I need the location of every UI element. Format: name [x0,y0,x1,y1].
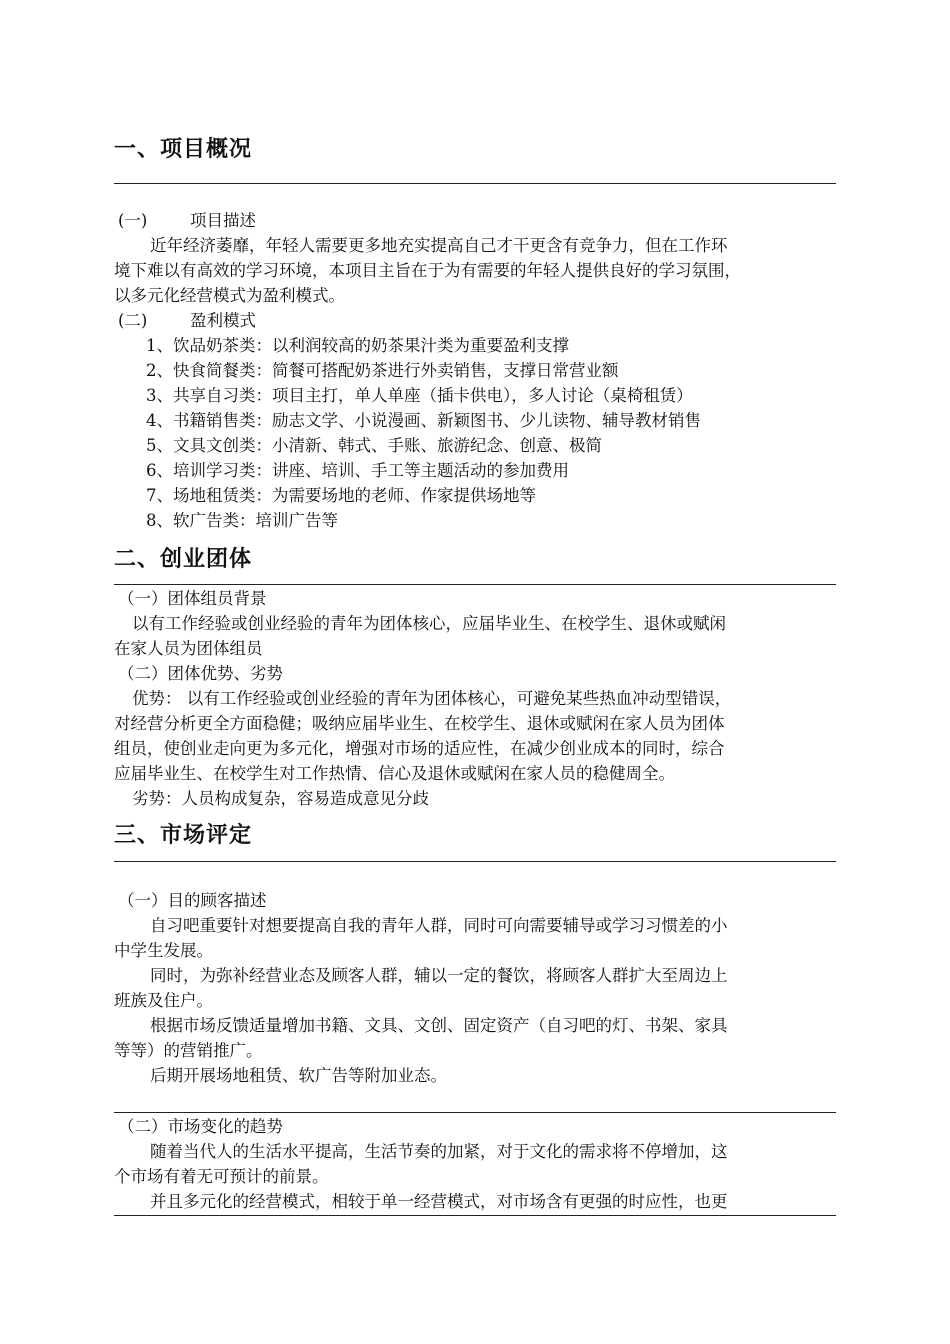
subsection-label: （一）目的顾客描述 [118,891,267,910]
paragraph-line: 以有工作经验或创业经验的青年为团体核心，应届毕业生、在校学生、退休或赋闲 [132,614,726,633]
list-item: 6、培训学习类：讲座、培训、手工等主题活动的参加费用 [146,461,569,480]
subsection-label: （二）市场变化的趋势 [118,1117,283,1136]
subsection-label: （一）团体组员背景 [118,589,267,608]
paragraph-line: 等等）的营销推广。 [114,1041,263,1060]
paragraph-line: 组员，使创业走向更为多元化，增强对市场的适应性，在减少创业成本的同时，综合 [114,739,725,758]
section-divider [114,1215,836,1216]
paragraph-line: 近年经济萎靡，年轻人需要更多地充实提高自己才干更含有竞争力，但在工作环 [150,236,728,255]
paragraph-line: 个市场有着无可预计的前景。 [114,1167,329,1186]
list-item: 8、软广告类：培训广告等 [146,511,338,530]
list-item: 7、场地租赁类：为需要场地的老师、作家提供场地等 [146,486,536,505]
section-divider [114,183,836,184]
subsection-title: 项目描述 [190,211,256,230]
section-heading-team: 二、创业团体 [114,547,253,572]
paragraph-line: 中学生发展。 [114,941,213,960]
paragraph-line: 并且多元化的经营模式，相较于单一经营模式，对市场含有更强的时应性，也更 [150,1192,728,1211]
subsection-title: 盈利模式 [190,311,256,330]
paragraph-line: 后期开展场地租赁、软广告等附加业态。 [150,1066,447,1085]
section-heading-market: 三、市场评定 [114,823,253,848]
list-item: 1、饮品奶茶类：以利润较高的奶茶果汁类为重要盈利支撑 [146,336,569,355]
paragraph-line: 境下难以有高效的学习环境，本项目主旨在于为有需要的年轻人提供良好的学习氛围， [114,261,741,280]
paragraph-line: 在家人员为团体组员 [114,639,263,658]
paragraph-line: 根据市场反馈适量增加书籍、文具、文创、固定资产（自习吧的灯、书架、家具 [150,1016,728,1035]
section-divider [114,861,836,862]
list-item: 5、文具文创类：小清新、韩式、手账、旅游纪念、创意、极简 [146,436,602,455]
list-item: 4、书籍销售类：励志文学、小说漫画、新颖图书、少儿读物、辅导教材销售 [146,411,701,430]
list-item: 2、快食简餐类：简餐可搭配奶茶进行外卖销售，支撑日常营业额 [146,361,619,380]
paragraph-line: 对经营分析更全方面稳健；吸纳应届毕业生、在校学生、退休或赋闲在家人员为团体 [114,714,725,733]
paragraph-line: 应届毕业生、在校学生对工作热情、信心及退休或赋闲在家人员的稳健周全。 [114,764,675,783]
section-divider [114,1112,836,1113]
paragraph-line: 劣势：人员构成复杂，容易造成意见分歧 [132,789,429,808]
paragraph-line: 自习吧重要针对想要提高自我的青年人群，同时可向需要辅导或学习习惯差的小 [150,916,728,935]
subsection-label: （二）团体优势、劣势 [118,664,283,683]
subsection-label: (二) [118,311,148,330]
paragraph-line: 以多元化经营模式为盈利模式。 [114,286,345,305]
paragraph-line: 同时，为弥补经营业态及顾客人群，辅以一定的餐饮，将顾客人群扩大至周边上 [150,966,728,985]
section-divider [114,584,836,585]
paragraph-line: 优势： 以有工作经验或创业经验的青年为团体核心，可避免某些热血冲动型错误， [132,689,732,708]
subsection-label: (一) [118,211,148,230]
paragraph-line: 班族及住户。 [114,991,213,1010]
list-item: 3、共享自习类：项目主打，单人单座（插卡供电），多人讨论（桌椅租赁） [146,386,693,405]
section-heading-overview: 一、项目概况 [114,137,253,162]
paragraph-line: 随着当代人的生活水平提高，生活节奏的加紧，对于文化的需求将不停增加，这 [150,1142,728,1161]
